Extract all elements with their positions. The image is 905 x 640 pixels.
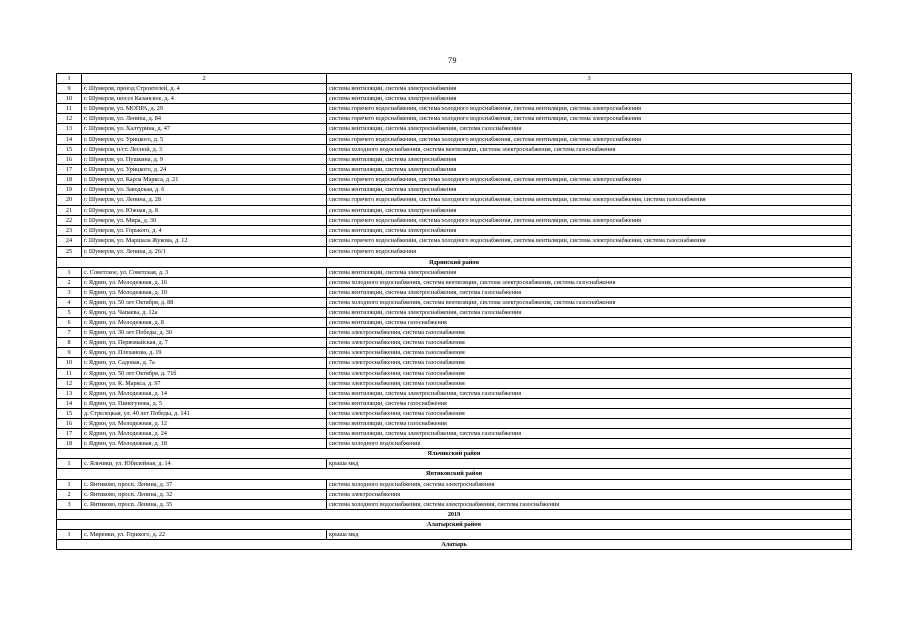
- row-systems: система вентиляции, система электроснабжения: [327, 84, 852, 94]
- row-number: 2: [57, 489, 82, 499]
- table-row: [57, 164, 852, 174]
- table-row: [57, 226, 852, 236]
- row-address: г. Ядрин, ул. Чапаева, д. 12а: [82, 307, 327, 317]
- table-row: [57, 408, 852, 418]
- row-systems: система электроснабжения, система газоснабжения: [327, 358, 852, 368]
- row-number: 18: [57, 439, 82, 449]
- section-title: Алатырский район: [57, 519, 852, 529]
- row-address: с. Советское, ул. Советская, д. 3: [82, 267, 327, 277]
- row-systems: система вентиляции, система электроснабжения: [327, 267, 852, 277]
- row-address: г. Ядрин, ул. Молодежная, д. 8: [82, 318, 327, 328]
- table-row: [57, 267, 852, 277]
- row-number: 6: [57, 318, 82, 328]
- row-address: г. Шумерля, ул. Урицкого, д. 5: [82, 134, 327, 144]
- table-row: [57, 328, 852, 338]
- row-address: г. Шумерля, шоссе Казанское, д. 4: [82, 94, 327, 104]
- section-title: Алатырь: [57, 540, 852, 550]
- row-number: 1: [57, 530, 82, 540]
- row-address: д. Стрелецкая, ул. 40 лет Победы, д. 141: [82, 408, 327, 418]
- row-systems: система горячего водоснабжения, система холодного водоснабжения, система вентиляции, система электроснабжения: [327, 216, 852, 226]
- row-systems: система холодного водоснабжения, система вентиляции, система электроснабжения, система газоснабжения: [327, 277, 852, 287]
- row-number: 9: [57, 84, 82, 94]
- table-row: [57, 489, 852, 499]
- row-systems: система электроснабжения, система газоснабжения: [327, 338, 852, 348]
- table-row: [57, 348, 852, 358]
- row-systems: система вентиляции, система электроснабжения: [327, 185, 852, 195]
- row-address: г. Ядрин, ул. Садовая, д. 7а: [82, 358, 327, 368]
- row-number: 1: [57, 479, 82, 489]
- table-row: [57, 114, 852, 124]
- row-address: г. Ядрин, ул. Молодежная, д. 12: [82, 419, 327, 429]
- row-number: 10: [57, 358, 82, 368]
- row-number: 18: [57, 174, 82, 184]
- row-number: 3: [57, 499, 82, 509]
- row-address: с. Яльчики, ул. Юбилейная, д. 14: [82, 459, 327, 469]
- table-row: [57, 439, 852, 449]
- row-systems: система электроснабжения, система газоснабжения: [327, 378, 852, 388]
- header-cell-1: 1: [57, 74, 82, 84]
- row-address: г. Ядрин, ул. 50 лет Октября, д. 88: [82, 297, 327, 307]
- section-title: Янтиковский район: [57, 469, 852, 479]
- row-address: г. Ядрин, ул. Молодежная, д. 16: [82, 277, 327, 287]
- row-number: 16: [57, 419, 82, 429]
- row-number: 25: [57, 247, 82, 257]
- row-number: 11: [57, 104, 82, 114]
- section-row: [57, 449, 852, 459]
- row-address: г. Ядрин, ул. Молодежная, д. 24: [82, 429, 327, 439]
- table-header-row: [57, 74, 852, 84]
- row-systems: система горячего водоснабжения, система холодного водоснабжения, система вентиляции, система электроснабжения: [327, 134, 852, 144]
- row-number: 23: [57, 226, 82, 236]
- row-number: 15: [57, 144, 82, 154]
- row-address: г. Шумерля, ул. Южная, д. 8: [82, 206, 327, 216]
- table-row: [57, 307, 852, 317]
- row-number: 7: [57, 328, 82, 338]
- row-address: г. Ядрин, ул. 50 лет Октября, д. 71б: [82, 368, 327, 378]
- row-address: г. Ядрин, ул. Молодежная, д. 10: [82, 287, 327, 297]
- row-address: г. Шумерля, ул. Мира, д. 30: [82, 216, 327, 226]
- row-systems: система вентиляции, система электроснабжения, система газоснабжения: [327, 388, 852, 398]
- table-row: [57, 124, 852, 134]
- registry-table: [56, 73, 852, 550]
- row-systems: система электроснабжения, система газоснабжения: [327, 328, 852, 338]
- row-address: г. Шумерля, проезд Строителей, д. 4: [82, 84, 327, 94]
- row-address: г. Шумерля, ул. Халтурина, д. 47: [82, 124, 327, 134]
- row-systems: система вентиляции, система электроснабжения: [327, 154, 852, 164]
- table-row: [57, 459, 852, 469]
- row-systems: система горячего водоснабжения, система холодного водоснабжения, система вентиляции, система электроснабжения: [327, 104, 852, 114]
- row-number: 4: [57, 297, 82, 307]
- row-number: 14: [57, 134, 82, 144]
- table-row: [57, 378, 852, 388]
- row-number: 17: [57, 429, 82, 439]
- row-address: г. Шумерля, п/ст. Лесной, д. 3: [82, 144, 327, 154]
- row-number: 10: [57, 94, 82, 104]
- table-row: [57, 104, 852, 114]
- row-address: г. Ядрин, ул. Пинегунова, д. 5: [82, 398, 327, 408]
- page-number: 79: [448, 56, 457, 65]
- table-row: [57, 236, 852, 247]
- row-number: 12: [57, 378, 82, 388]
- table-row: [57, 287, 852, 297]
- row-number: 11: [57, 368, 82, 378]
- table-row: [57, 144, 852, 154]
- row-systems: система вентиляции, система электроснабжения, система газоснабжения: [327, 287, 852, 297]
- row-address: г. Шумерля, ул. Урицкого, д. 24: [82, 164, 327, 174]
- row-address: с. Миренки, ул. Горького, д. 22: [82, 530, 327, 540]
- table-row: [57, 84, 852, 94]
- row-systems: крыша мкд: [327, 459, 852, 469]
- row-systems: система холодного водоснабжения, система электроснабжения: [327, 479, 852, 489]
- table-row: [57, 530, 852, 540]
- row-address: г. Ядрин, ул. Плеханова, д. 19: [82, 348, 327, 358]
- row-address: с. Янтиково, просп. Ленина, д. 32: [82, 489, 327, 499]
- row-systems: система вентиляции, система электроснабжения: [327, 164, 852, 174]
- section-row: [57, 519, 852, 529]
- row-number: 16: [57, 154, 82, 164]
- row-systems: система вентиляции, система электроснабжения: [327, 206, 852, 216]
- row-number: 13: [57, 124, 82, 134]
- table-row: [57, 216, 852, 226]
- row-systems: система холодного водоснабжения: [327, 439, 852, 449]
- row-number: 24: [57, 236, 82, 247]
- row-number: 19: [57, 185, 82, 195]
- row-systems: система холодного водоснабжения, система вентиляции, система электроснабжения, система газоснабжения: [327, 144, 852, 154]
- table-row: [57, 499, 852, 509]
- section-row: [57, 257, 852, 267]
- row-number: 15: [57, 408, 82, 418]
- row-systems: система горячего водоснабжения, система холодного водоснабжения, система вентиляции, система электроснабжения, система газоснабжения: [327, 195, 852, 206]
- row-systems: система электроснабжения, система газоснабжения: [327, 408, 852, 418]
- table-row: [57, 134, 852, 144]
- row-number: 21: [57, 206, 82, 216]
- row-systems: система вентиляции, система электроснабжения, система газоснабжения: [327, 307, 852, 317]
- section-title: Яльчикский район: [57, 449, 852, 459]
- row-number: 22: [57, 216, 82, 226]
- header-cell-2: 2: [82, 74, 327, 84]
- row-address: г. Шумерля, ул. Ленина, д. 26/1: [82, 247, 327, 257]
- row-systems: система холодного водоснабжения, система электроснабжения, система газоснабжения: [327, 499, 852, 509]
- table-row: [57, 388, 852, 398]
- row-systems: система электроснабжения, система газоснабжения: [327, 348, 852, 358]
- table-row: [57, 358, 852, 368]
- row-number: 2: [57, 277, 82, 287]
- row-address: г. Шумерля, ул. МОПРА, д. 29: [82, 104, 327, 114]
- row-systems: система горячего водоснабжения, система холодного водоснабжения, система вентиляции, система электроснабжения: [327, 174, 852, 184]
- row-systems: система электроснабжения, система газоснабжения: [327, 368, 852, 378]
- section-title: 2019: [57, 509, 852, 519]
- row-address: с. Янтиково, просп. Ленина, д. 37: [82, 479, 327, 489]
- section-row: [57, 509, 852, 519]
- table-row: [57, 419, 852, 429]
- row-address: г. Шумерля, ул. Карла Маркса, д. 21: [82, 174, 327, 184]
- table-row: [57, 94, 852, 104]
- row-address: г. Шумерля, ул. Ленина, д. 28: [82, 195, 327, 206]
- table-row: [57, 318, 852, 328]
- table-row: [57, 398, 852, 408]
- row-number: 9: [57, 348, 82, 358]
- row-systems: система горячего водоснабжения, система холодного водоснабжения, система вентиляции, система электроснабжения: [327, 114, 852, 124]
- row-systems: крыша мкд: [327, 530, 852, 540]
- row-address: г. Шумерля, ул. Маршала Жукова, д. 12: [82, 236, 327, 247]
- row-address: г. Шумерля, ул. Пушкина, д. 9: [82, 154, 327, 164]
- row-address: г. Ядрин, ул. Молодежная, д. 18: [82, 439, 327, 449]
- table-row: [57, 277, 852, 287]
- row-address: г. Ядрин, ул. Первомайская, д. 7: [82, 338, 327, 348]
- table-row: [57, 338, 852, 348]
- table-row: [57, 206, 852, 216]
- table-row: [57, 368, 852, 378]
- table-row: [57, 174, 852, 184]
- row-address: г. Ядрин, ул. Молодежная, д. 14: [82, 388, 327, 398]
- row-systems: система вентиляции, система газоснабжения: [327, 318, 852, 328]
- table-row: [57, 479, 852, 489]
- row-address: с. Янтиково, просп. Ленина, д. 35: [82, 499, 327, 509]
- row-address: г. Шумерля, ул. Горького, д. 4: [82, 226, 327, 236]
- row-systems: система вентиляции, система электроснабжения, система газоснабжения: [327, 124, 852, 134]
- row-systems: система горячего водоснабжения: [327, 247, 852, 257]
- row-number: 17: [57, 164, 82, 174]
- table-row: [57, 247, 852, 257]
- row-systems: система вентиляции, система электроснабжения: [327, 94, 852, 104]
- row-systems: система горячего водоснабжения, система холодного водоснабжения, система вентиляции, система электроснабжения, система газоснабжения: [327, 236, 852, 247]
- row-address: г. Ядрин, ул. К. Маркса, д. 97: [82, 378, 327, 388]
- row-number: 1: [57, 267, 82, 277]
- table-row: [57, 297, 852, 307]
- row-address: г. Ядрин, ул. 30 лет Победы, д. 30: [82, 328, 327, 338]
- row-systems: система электроснабжения: [327, 489, 852, 499]
- table-row: [57, 195, 852, 206]
- section-title: Ядринский район: [57, 257, 852, 267]
- section-row: [57, 469, 852, 479]
- row-number: 8: [57, 338, 82, 348]
- row-systems: система вентиляции, система газоснабжения: [327, 398, 852, 408]
- table-row: [57, 429, 852, 439]
- row-number: 14: [57, 398, 82, 408]
- row-number: 3: [57, 287, 82, 297]
- registry-table-body: [57, 74, 852, 550]
- row-number: 12: [57, 114, 82, 124]
- row-number: 5: [57, 307, 82, 317]
- section-row: [57, 540, 852, 550]
- row-address: г. Шумерля, ул. Ленина, д. 84: [82, 114, 327, 124]
- table-row: [57, 185, 852, 195]
- row-systems: система вентиляции, система электроснабжения: [327, 226, 852, 236]
- row-systems: система вентиляции, система газоснабжения: [327, 419, 852, 429]
- row-systems: система вентиляции, система электроснабжения, система газоснабжения: [327, 429, 852, 439]
- row-address: г. Шумерля, ул. Заводская, д. 6: [82, 185, 327, 195]
- row-number: 13: [57, 388, 82, 398]
- row-systems: система холодного водоснабжения, система вентиляции, система электроснабжения, система газоснабжения: [327, 297, 852, 307]
- row-number: 1: [57, 459, 82, 469]
- row-number: 20: [57, 195, 82, 206]
- table-row: [57, 154, 852, 164]
- header-cell-3: 3: [327, 74, 852, 84]
